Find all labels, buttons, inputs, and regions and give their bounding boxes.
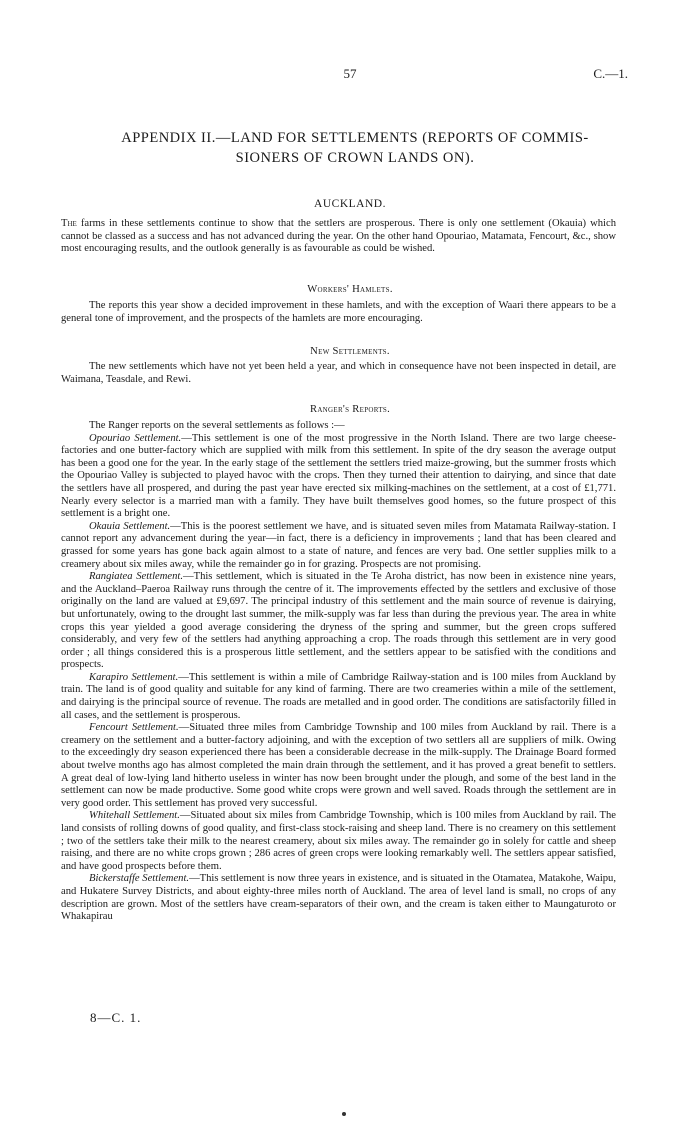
- intro-text: farms in these settlements continue to show that the settlers are prosperous. There is only one settlement (Okauia) which cannot be classed as a success and has not advanced during the year. On the other hand Opouriao, Matamata, Fencourt, &c., show most encouraging results, and the outlook generally is as favourable as could be wished.: [61, 218, 616, 255]
- report-entry-text: —This settlement, which is situated in the Te Aroha district, has now been in existence nine years, and the Auckland–Paeroa Railway runs through the centre of it. The improvements effected by the settlers and exclusive of those originally on the land are valued at £9,697. The principal industry of this settlement and the main source of revenue is dairying, but unfortunately, owing to the drought last summer, the milk-supply was far less than during the previous year. The area in white crops this year yielded a good average considering the dryness of the spring and summer, but the green crops suffered considerably, and very few of the settlers had anything approaching a crop. The roads through this settlement are in very good order ; all things considered this is a prosperous little settlement, and the settlers appear to be satisfied with the conditions and prospects.: [61, 571, 616, 671]
- rangers-reports-intro: The Ranger reports on the several settlements as follows :—: [89, 420, 345, 431]
- new-settlements-text: The new settlements which have not yet been held a year, and which in consequence have not been inspected in detail, are Waimana, Teasdale, and Rewi.: [61, 361, 616, 385]
- report-entry-text: —This is the poorest settlement we have, and is situated seven miles from Matamata Railway-station. I cannot report any advancement during the year—in fact, there is a deficiency in improvements ; land that has been cleared and grassed for some years has gone back again almost to a state of nature, and fences are very bad. One settler supplies milk to a creamery about six miles away, while the remainder go in for grazing. Prospects are not promising.: [61, 520, 616, 570]
- report-entry-bickerstaffe: [61, 873, 616, 923]
- report-entry-text: —This settlement is within a mile of Cambridge Railway-station and is 100 miles from Auckland by train. The land is of good quality and suitable for any kind of farming. There are two creameries within a mile of the settlement, and dairying is the principal source of revenue. The roads are metalled and in good order. The conditions are satisfactorily filled in all cases, and the settlement is prosperous.: [61, 671, 616, 721]
- workers-hamlets-heading: Workers' Hamlets.: [307, 284, 393, 295]
- report-entry-name: Okauia Settlement.: [89, 520, 171, 532]
- intro-paragraph: [61, 218, 616, 256]
- report-entry-name: Opouriao Settlement.: [89, 432, 182, 444]
- report-entry-name: Whitehall Settlement.: [89, 810, 180, 822]
- ink-dot: [342, 1112, 346, 1116]
- report-entry-name: Fencourt Settlement.: [89, 722, 179, 734]
- page-number: 57: [343, 66, 357, 81]
- new-settlements-paragraph: [61, 361, 616, 386]
- workers-hamlets-paragraph: [61, 300, 616, 325]
- report-entry-okauia: [61, 521, 616, 571]
- report-entry-text: —Situated three miles from Cambridge Township and 100 miles from Auckland by rail. There is a creamery on the settlement and a butter-factory adjoining, and with the exception of two settlers all are suppliers of milk. Owing to the exceedingly dry season experienced there has been a considerable decrease in the milk-supply. The Drainage Board formed about twelve months ago has almost completed the main drain through the settlement, and it has proved a great benefit to settlers. A great deal of low-lying land hitherto useless in winter has now been brought under the plough, and some of the best land in the settlement can now be made productive. Some good white crops were grown and well saved. Roads through the settlement are in very good order. This settlement has proved very successful.: [61, 722, 616, 809]
- series-code: C.—1.: [593, 66, 628, 81]
- report-entry-opouriao: [61, 433, 616, 521]
- report-entry-name: Rangiatea Settlement.: [89, 571, 183, 583]
- workers-hamlets-text: The reports this year show a decided improvement in these hamlets, and with the exception of Waari there appears to be a general tone of improvement, and the prospects of the hamlets are more encouraging.: [61, 300, 616, 324]
- appendix-title: [62, 128, 648, 168]
- report-entry-text: —Situated about six miles from Cambridge Township, which is 100 miles from Auckland by rail. The land consists of rolling downs of good quality, and first-class stock-raising and sheep land. There is no creamery on this settlement ; two of the settlers take their milk to the nearest creamery, about six miles away. The remainder go in solely for cattle and sheep raising, and there are no white crops grown ; 286 acres of green crops were looking remarkably well. The settlers appear satisfied, and have good prospects before them.: [61, 810, 616, 872]
- appendix-title-line-1: APPENDIX II.—LAND FOR SETTLEMENTS (REPORTS OF COMMIS-: [121, 130, 589, 146]
- rangers-reports-heading: Ranger's Reports.: [309, 404, 391, 415]
- report-entry-karapiro: [61, 672, 616, 722]
- report-entry-text: —This settlement is one of the most progressive in the North Island. There are two large cheese-factories and one butter-factory which are supplied with milk from this settlement. In spite of the dry season the average output has been a good one for the year. In the early stage of the settlement the settlers tried maize-growing, but the summer frosts which the Opouriao Valley is subjected to played havoc with the crops. Then they turned their attention to dairying, and since that date the settlers have all prospered, and during the past year have erected six milking-machines on the settlement, at a cost of £1,771. Nearly every selector is a married man with a family. They have built themselves good homes, so the future prospect of this settlement is a bright one.: [61, 432, 616, 520]
- intro-lead-word: The: [61, 218, 77, 229]
- new-settlements-heading: New Settlements.: [310, 346, 390, 357]
- report-entry-name: Bickerstaffe Settlement.: [89, 873, 190, 885]
- report-entry-text: —This settlement is now three years in existence, and is situated in the Otamatea, Matakohe, Waipu, and Hukatere Survey Districts, and about eighty-three miles north of Auckland. The area of level land is small, no crops of any description are grown. Most of the settlers have cream-separators of their own, and the cream is taken either to Maungaturoto or Whakapirau: [61, 873, 616, 923]
- report-entry-rangiatea: [61, 571, 616, 672]
- appendix-title-line-2: SIONERS OF CROWN LANDS ON).: [235, 150, 475, 166]
- report-entry-name: Karapiro Settlement.: [89, 671, 179, 683]
- signature-mark: 8—C. 1.: [90, 1010, 142, 1025]
- report-entry-whitehall: [61, 810, 616, 873]
- region-heading: AUCKLAND.: [314, 198, 386, 210]
- report-entry-fencourt: [61, 722, 616, 810]
- rangers-reports-body: [61, 420, 616, 924]
